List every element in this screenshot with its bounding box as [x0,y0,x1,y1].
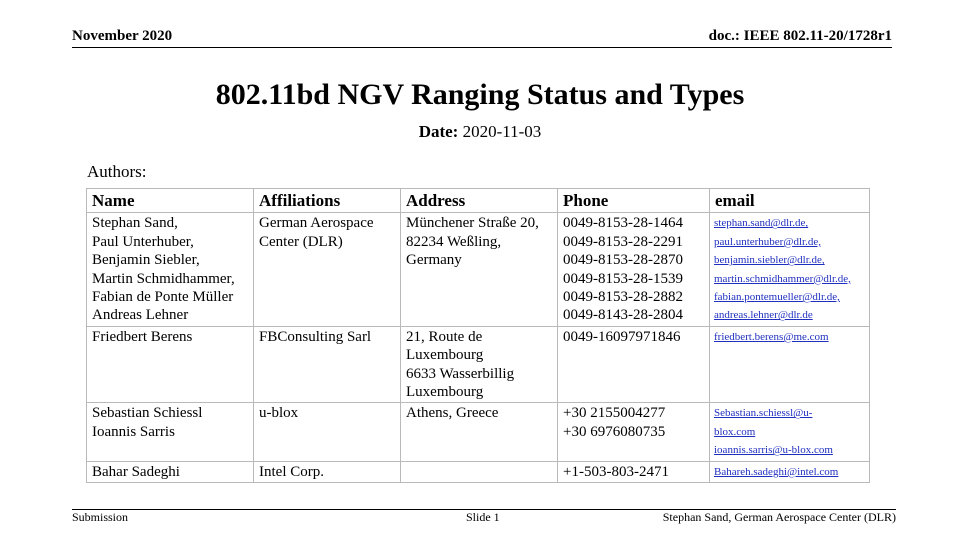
affiliation-cell [254,213,401,326]
affiliation-cell [254,461,401,482]
header-doc-id: doc.: IEEE 802.11-20/1728r1 [708,28,892,44]
phone-cell [558,326,710,403]
phone-cell [558,461,710,482]
author-name-line: Andreas Lehner [92,307,189,324]
table-header-row [87,189,870,213]
email-link[interactable]: paul.unterhuber@dlr.de, [714,235,821,248]
address-cell [401,326,558,403]
email-link[interactable]: ioannis.sarris@u-blox.com [714,444,833,457]
author-name-cell [87,403,254,461]
address-cell [401,403,558,461]
address-line: Münchener Straße 20, [406,215,539,232]
column-header-email: email [710,189,870,213]
date-line [0,122,960,142]
address-line: 6633 Wasserbillig [406,365,515,382]
authors-table [86,188,870,483]
affiliation-cell [254,326,401,403]
email-cell [710,213,870,326]
address-cell [401,213,558,326]
author-name-line: Bahar Sadeghi [92,463,180,480]
column-header-affiliations: Affiliations [254,189,401,213]
address-cell [401,461,558,482]
author-name-line: Benjamin Siebler, [92,252,200,269]
email-link[interactable]: Sebastian.schiessl@u- [714,407,813,420]
address-line: Athens, Greece [406,405,499,422]
table-row [87,213,870,326]
table-row [87,403,870,461]
author-name-line: Fabian de Ponte Müller [92,289,234,306]
author-name-line: Friedbert Berens [92,328,193,345]
email-cell [710,461,870,482]
address-line: 21, Route de [406,328,483,345]
phone-line: 0049-8153-28-1539 [563,270,683,287]
column-header-phone: Phone [558,189,710,213]
affiliation-line: Center (DLR) [259,233,343,250]
email-link[interactable]: martin.schmidhammer@dlr.de, [714,272,851,285]
email-link[interactable]: fabian.pontemueller@dlr.de, [714,291,840,304]
phone-cell [558,403,710,461]
author-name-line: Ioannis Sarris [92,423,175,440]
phone-cell [558,213,710,326]
date-value: 2020-11-03 [462,122,542,141]
address-line: 82234 Weßling, [406,233,502,250]
table-row [87,461,870,482]
address-line: Luxembourg [406,347,484,364]
author-name-cell [87,326,254,403]
author-name-cell [87,461,254,482]
phone-line: +1-503-803-2471 [563,463,669,480]
slide-title: 802.11bd NGV Ranging Status and Types [215,78,745,111]
column-header-name: Name [87,189,254,213]
phone-line: 0049-16097971846 [563,328,681,345]
phone-line: +30 2155004277 [563,405,666,422]
footer-submission: Submission [72,510,129,524]
email-link[interactable]: blox.com [714,425,756,438]
affiliation-line: FBConsulting Sarl [259,328,372,345]
date-label: Date: [418,122,459,141]
affiliation-cell [254,403,401,461]
phone-line: 0049-8153-28-2882 [563,289,683,306]
affiliation-line: u-blox [259,405,299,422]
author-name-line: Martin Schmidhammer, [92,270,235,287]
author-name-line: Paul Unterhuber, [92,233,194,250]
header-divider [72,47,892,48]
email-link[interactable]: andreas.lehner@dlr.de [714,309,813,322]
footer-author: Stephan Sand, German Aerospace Center (DLR) [662,510,896,524]
phone-line: 0049-8153-28-2870 [563,252,683,269]
column-header-address: Address [401,189,558,213]
email-link[interactable]: Bahareh.sadeghi@intel.com [714,465,839,478]
author-name-cell [87,213,254,326]
phone-line: +30 6976080735 [563,423,666,440]
affiliation-line: Intel Corp. [259,463,324,480]
header-date: November 2020 [72,28,173,44]
email-cell [710,326,870,403]
table-row [87,326,870,403]
email-cell [710,403,870,461]
address-line: Luxembourg [406,384,484,401]
phone-line: 0049-8153-28-1464 [563,215,683,232]
footer-slide-number: Slide 1 [466,510,500,524]
phone-line: 0049-8153-28-2291 [563,233,683,250]
email-link[interactable]: friedbert.berens@me.com [714,330,829,343]
affiliation-line: German Aerospace [259,215,374,232]
authors-label: Authors: [87,162,147,181]
address-line [406,463,552,481]
phone-line: 0049-8143-28-2804 [563,307,683,324]
address-line: Germany [406,252,462,269]
author-name-line: Sebastian Schiessl [92,405,203,422]
email-link[interactable]: benjamin.siebler@dlr.de, [714,254,825,267]
email-link[interactable]: stephan.sand@dlr.de, [714,217,809,230]
author-name-line: Stephan Sand, [92,215,178,232]
